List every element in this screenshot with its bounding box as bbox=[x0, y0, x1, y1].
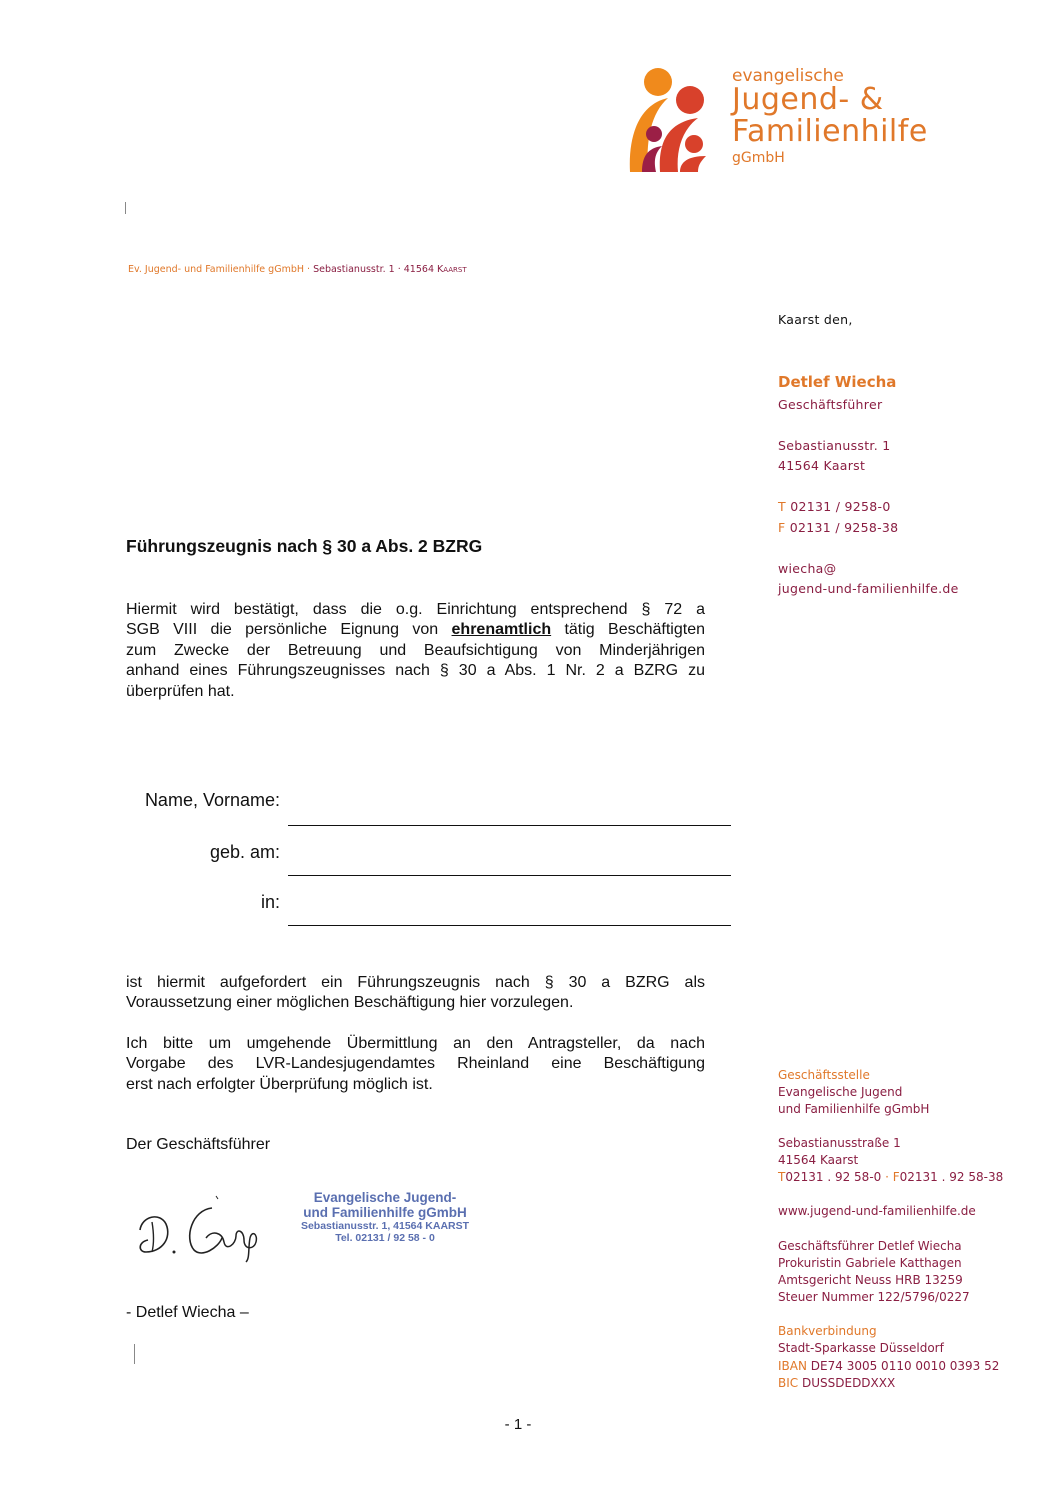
contact-email-1[interactable]: wiecha@ bbox=[778, 561, 837, 576]
footer-fax: 02131 . 92 58-38 bbox=[899, 1170, 1004, 1184]
footer-bank-name: Stadt-Sparkasse Düsseldorf bbox=[778, 1341, 944, 1355]
intro-paragraph bbox=[126, 600, 705, 702]
intro-text: tätig Beschäftigten bbox=[551, 621, 705, 639]
contact-street: Sebastianusstr. 1 bbox=[778, 438, 891, 453]
footer-bank-label bbox=[778, 1324, 877, 1338]
footer-iban bbox=[778, 1359, 999, 1373]
footer-fax-sep: · bbox=[881, 1170, 893, 1184]
footer-phone-prefix: T bbox=[778, 1170, 786, 1184]
contact-fax bbox=[778, 520, 898, 535]
iban-value: DE74 3005 0110 0010 0393 52 bbox=[810, 1359, 1000, 1373]
page-number: - 1 - bbox=[504, 1416, 532, 1433]
text-cursor-mark bbox=[125, 202, 126, 214]
iban-label: IBAN bbox=[778, 1359, 807, 1373]
name-field-input[interactable] bbox=[288, 825, 731, 826]
footer-office-label bbox=[778, 1068, 870, 1082]
birthdate-field-input[interactable] bbox=[288, 875, 731, 876]
logo-text-line4: gGmbH bbox=[732, 150, 785, 166]
contact-phone bbox=[778, 499, 891, 514]
fax-number: 02131 / 9258-38 bbox=[789, 520, 899, 535]
company-logo bbox=[620, 64, 930, 176]
sender-street: Sebastianusstr. 1 · 41564 bbox=[313, 264, 434, 275]
footer-office-label-text: Geschäftsstelle bbox=[778, 1068, 870, 1082]
contact-role: Geschäftsführer bbox=[778, 397, 883, 412]
bic-label: BIC bbox=[778, 1376, 799, 1390]
contact-city: 41564 Kaarst bbox=[778, 458, 866, 473]
stamp-line-1: Evangelische Jugend- bbox=[313, 1190, 457, 1205]
urgency-line: Vorgabe des LVR-Landesjugendamtes Rheinland eine Beschäftigung bbox=[126, 1055, 705, 1073]
footer-tax: Steuer Nummer 122/5796/0227 bbox=[778, 1290, 970, 1304]
birthplace-field-input[interactable] bbox=[288, 925, 731, 926]
emphasis-voluntary: ehrenamtlich bbox=[451, 621, 552, 639]
footer-court: Amtsgericht Neuss HRB 13259 bbox=[778, 1273, 963, 1287]
request-paragraph bbox=[126, 973, 705, 1014]
footer-ceo: Geschäftsführer Detlef Wiecha bbox=[778, 1239, 962, 1253]
urgency-line: Ich bitte um umgehende Übermittlung an den Antragsteller, da nach bbox=[126, 1035, 705, 1052]
intro-line bbox=[126, 620, 705, 640]
intro-text: SGB VIII die persönliche Eignung von bbox=[126, 621, 452, 639]
contact-email-2[interactable]: jugend-und-familienhilfe.de bbox=[778, 581, 959, 596]
logo-text-line2: Jugend- & bbox=[732, 82, 884, 117]
sender-city: Kaarst bbox=[437, 264, 467, 275]
family-logo-icon bbox=[620, 64, 728, 174]
sender-org: Ev. Jugend- und Familienhilfe gGmbH bbox=[128, 264, 304, 275]
footer-office-line2: und Familienhilfe gGmbH bbox=[778, 1102, 930, 1116]
request-line: Voraussetzung einer möglichen Beschäftigung hier vorzulegen. bbox=[126, 994, 574, 1012]
logo-text-line1: evangelische bbox=[732, 66, 844, 86]
intro-line: anhand eines Führungszeugnisses nach § 30 a Abs. 1 Nr. 2 a BZRG zu bbox=[126, 662, 705, 680]
urgency-paragraph bbox=[126, 1034, 705, 1095]
intro-line: Hiermit wird bestätigt, dass die o.g. Einrichtung entsprechend § 72 a bbox=[126, 601, 705, 618]
fax-prefix: F bbox=[778, 520, 786, 535]
signer-name: - Detlef Wiecha – bbox=[126, 1304, 249, 1321]
footer-website[interactable]: www.jugend-und-familienhilfe.de bbox=[778, 1204, 976, 1218]
footer-bank-label-text: Bankverbindung bbox=[778, 1324, 877, 1338]
footer-proxy: Prokuristin Gabriele Katthagen bbox=[778, 1256, 962, 1270]
company-stamp bbox=[280, 1190, 490, 1244]
footer-office-line1: Evangelische Jugend bbox=[778, 1085, 903, 1099]
stamp-line-2: und Familienhilfe gGmbH bbox=[303, 1205, 467, 1220]
phone-number: 02131 / 9258-0 bbox=[790, 499, 891, 514]
logo-text-line3: Familienhilfe bbox=[732, 114, 928, 149]
footer-bic bbox=[778, 1376, 895, 1390]
contact-name: Detlef Wiecha bbox=[778, 373, 897, 391]
intro-line: überprüfen hat. bbox=[126, 682, 235, 700]
footer-street: Sebastianusstraße 1 bbox=[778, 1136, 901, 1150]
footer-fax-prefix: F bbox=[892, 1170, 900, 1184]
handwritten-signature bbox=[132, 1190, 262, 1270]
document-title: Führungszeugnis nach § 30 a Abs. 2 BZRG bbox=[126, 536, 483, 556]
place-date: Kaarst den, bbox=[778, 312, 853, 327]
intro-line: zum Zwecke der Betreuung und Beaufsichtigung von Minderjährigen bbox=[126, 641, 705, 659]
request-line: ist hiermit aufgefordert ein Führungszeugnis nach § 30 a BZRG als bbox=[126, 974, 705, 991]
stamp-line-3: Sebastianusstr. 1, 41564 KAARST bbox=[300, 1220, 470, 1232]
name-field-label: Name, Vorname: bbox=[144, 790, 280, 810]
birthdate-field-label: geb. am: bbox=[209, 842, 280, 862]
sender-separator: · bbox=[304, 264, 314, 275]
footer-city: 41564 Kaarst bbox=[778, 1153, 859, 1167]
birthplace-field-label: in: bbox=[260, 892, 280, 912]
text-cursor-mark bbox=[134, 1344, 135, 1364]
footer-phone: 02131 . 92 58-0 bbox=[785, 1170, 882, 1184]
bic-value: DUSSDEDDXXX bbox=[801, 1376, 896, 1390]
phone-prefix: T bbox=[778, 499, 786, 514]
footer-phone-fax bbox=[778, 1170, 1003, 1184]
urgency-line: erst nach erfolgter Überprüfung möglich ist. bbox=[126, 1075, 433, 1093]
stamp-line-4: Tel. 02131 / 92 58 - 0 bbox=[335, 1232, 435, 1244]
closing-line: Der Geschäftsführer bbox=[126, 1136, 271, 1153]
sender-address-line bbox=[128, 264, 467, 275]
